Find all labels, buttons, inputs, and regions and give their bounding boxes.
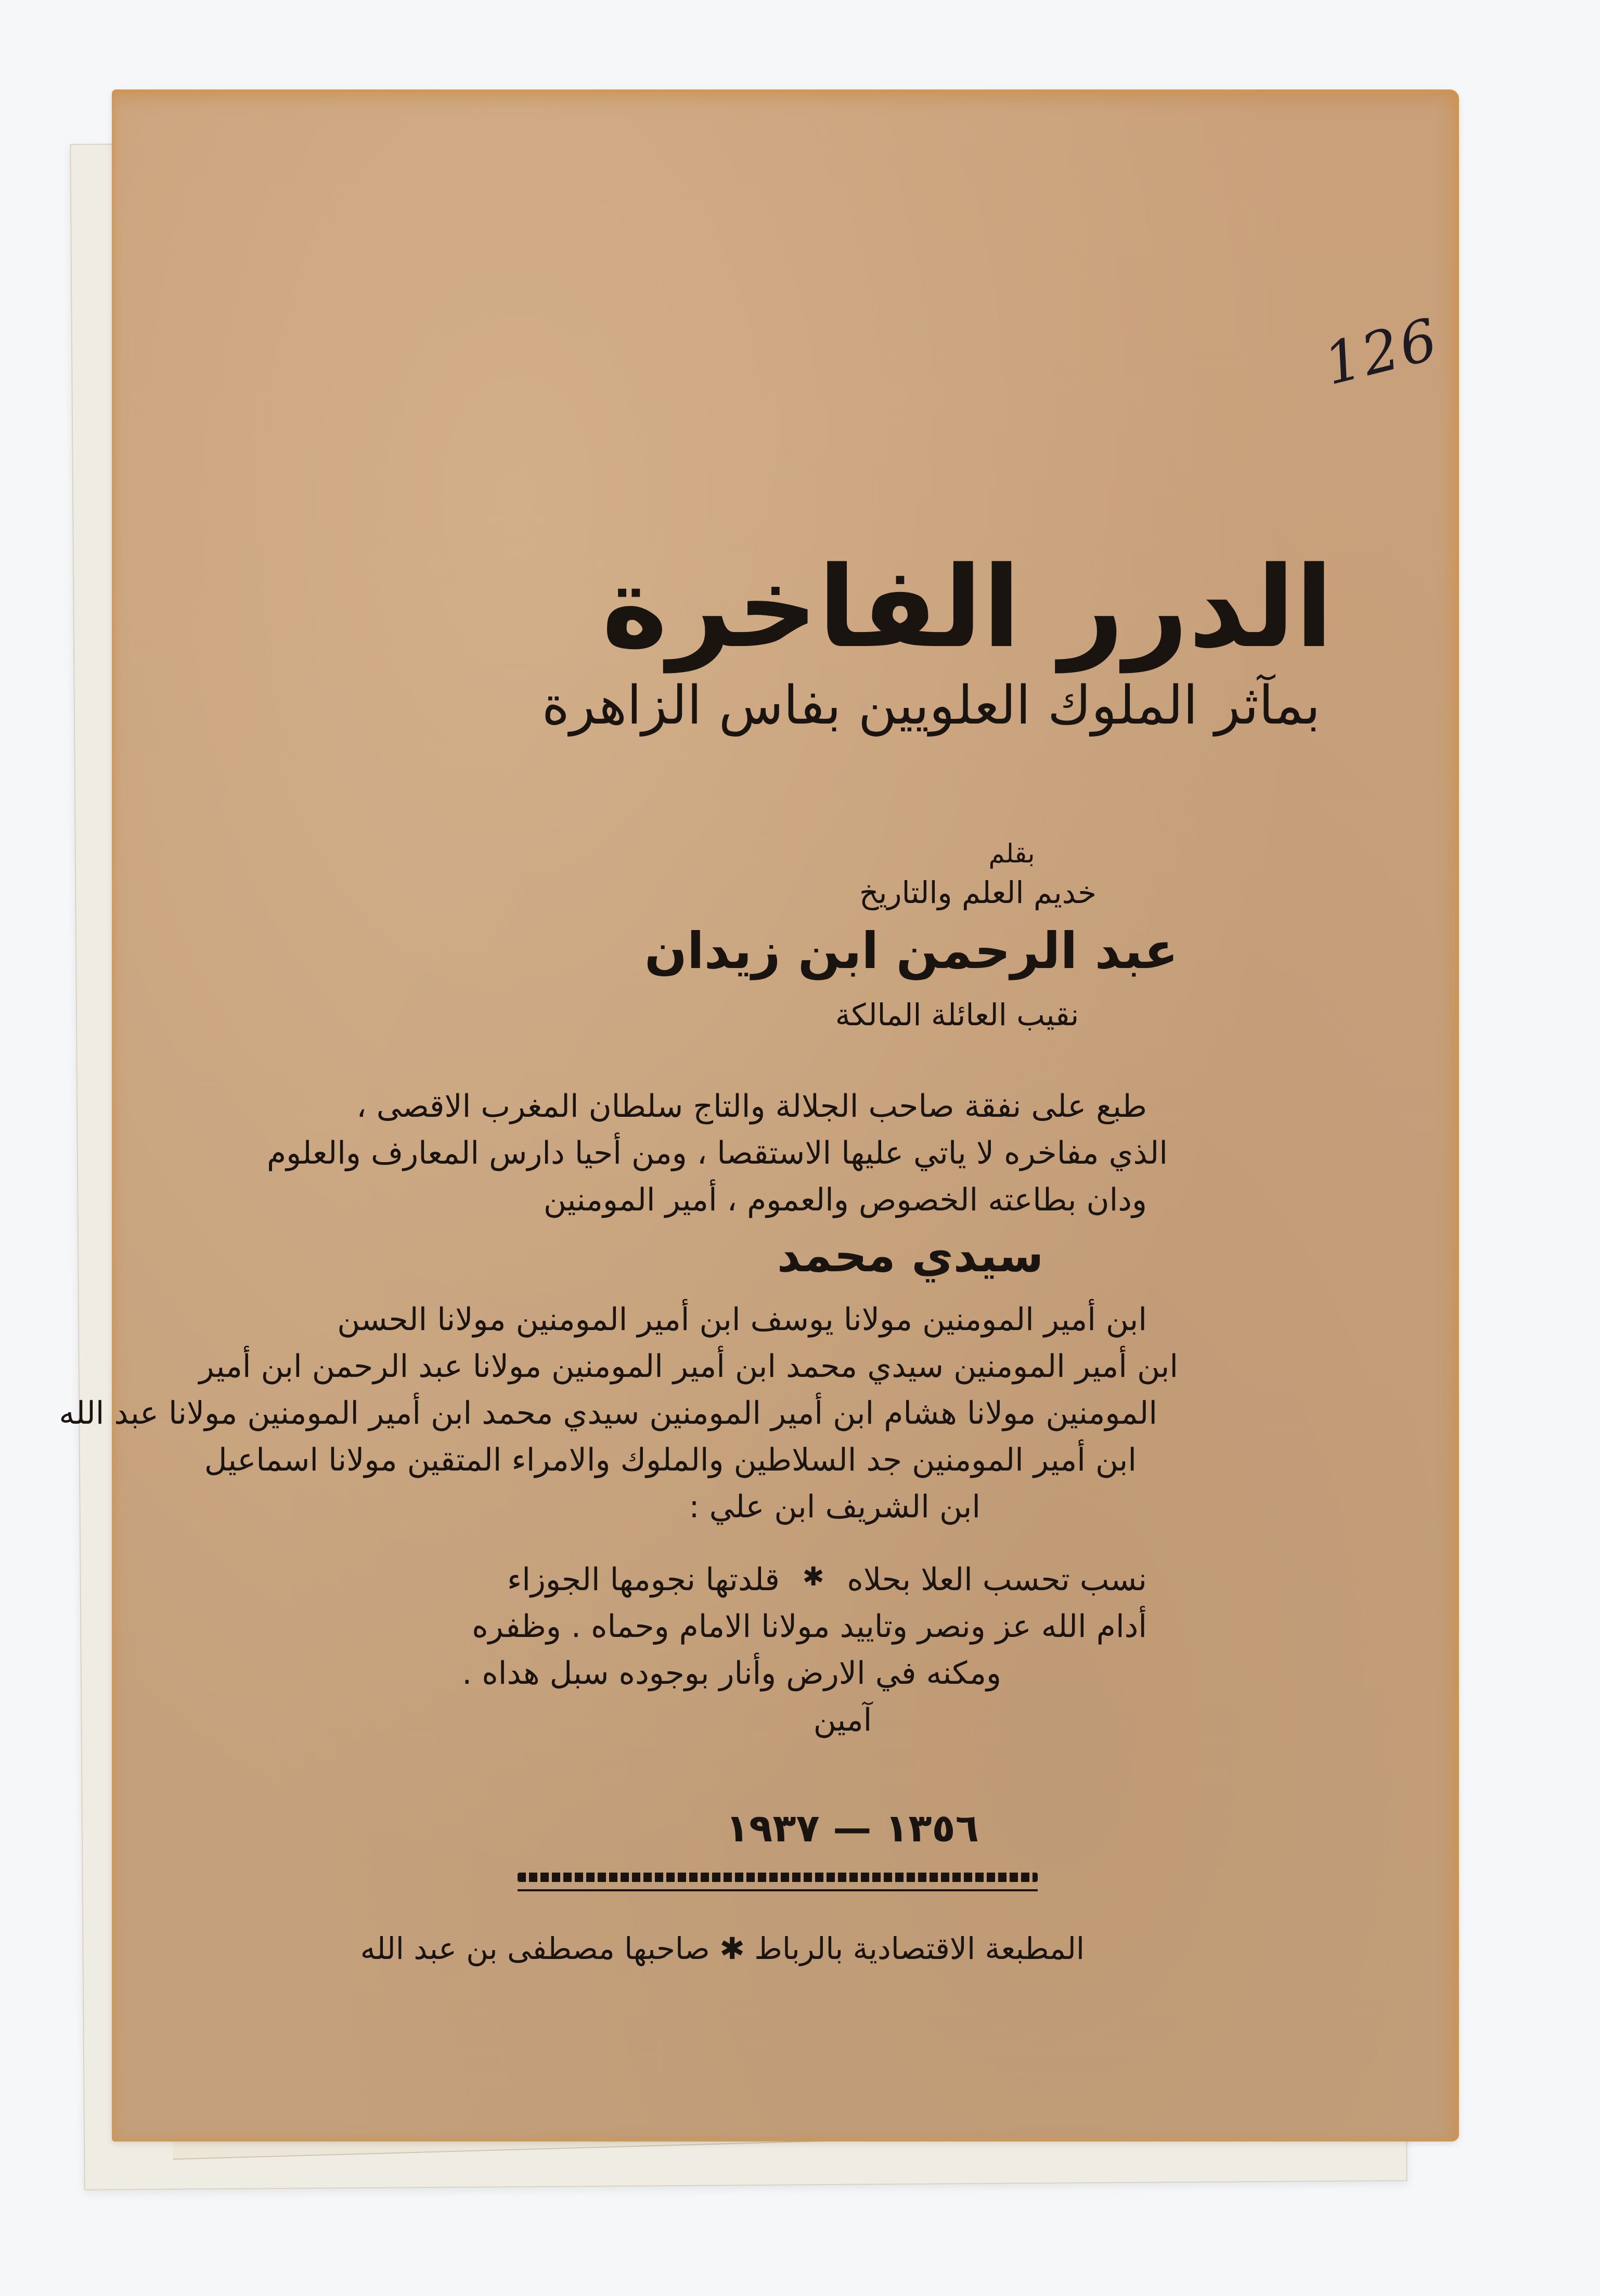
asterisk-icon: ✱ — [802, 1562, 824, 1592]
by-pen-label: بقلم — [988, 839, 1035, 869]
patronage-line-3: ودان بطاعته الخصوص والعموم ، أمير المومنين — [543, 1182, 1147, 1218]
sultan-name: سيدي محمد — [777, 1229, 1044, 1282]
author-name: عبد الرحمن ابن زيدان — [644, 922, 1178, 980]
genealogy-line-2: ابن أمير المومنين سيدي محمد ابن أمير المومنين مولانا عبد الرحمن ابن أمير — [199, 1348, 1178, 1385]
amen-line: آمين — [813, 1702, 872, 1738]
verse-second-hemistich: قلدتها نجومها الجوزاء — [507, 1562, 780, 1598]
dotted-divider — [518, 1873, 1038, 1882]
genealogy-line-4: ابن أمير المومنين جد السلاطين والملوك والامراء المتقين مولانا اسماعيل — [204, 1442, 1137, 1478]
solid-divider — [518, 1889, 1038, 1891]
book-subtitle: بمآثر الملوك العلويين بفاس الزاهرة — [541, 675, 1321, 737]
cover-content — [59, 89, 1459, 2142]
poetry-verse — [507, 1562, 1147, 1598]
verse-first-hemistich: نسب تحسب العلا بحلاه — [847, 1562, 1147, 1598]
author-title: نقيب العائلة المالكة — [835, 997, 1079, 1033]
genealogy-line-5: ابن الشريف ابن علي : — [689, 1489, 980, 1525]
genealogy-line-1: ابن أمير المومنين مولانا يوسف ابن أمير المومنين مولانا الحسن — [337, 1301, 1147, 1338]
prayer-line-2: ومكنه في الارض وأنار بوجوده سبل هداه . — [462, 1655, 1001, 1692]
handwritten-shelf-mark: 126 — [1317, 305, 1446, 398]
book-cover — [59, 89, 1459, 2142]
patronage-line-2: الذي مفاخره لا ياتي عليها الاستقصا ، ومن أحيا دارس المعارف والعلوم — [267, 1135, 1168, 1171]
publication-date: ١٣٥٦ — ١٩٣٧ — [726, 1806, 979, 1851]
book-title: الدرر الفاخرة — [601, 542, 1334, 673]
author-epithet: خديم العلم والتاريخ — [859, 875, 1097, 910]
genealogy-line-3: المومنين مولانا هشام ابن أمير المومنين سيدي محمد ابن أمير المومنين مولانا عبد الله — [59, 1395, 1157, 1431]
printer-imprint: المطبعة الاقتصادية بالرباط ✱ صاحبها مصطفى بن عبد الله — [360, 1931, 1085, 1966]
prayer-line-1: أدام الله عز ونصر وتاييد مولانا الامام وحماه . وظفره — [472, 1608, 1147, 1645]
patronage-line-1: طبع على نفقة صاحب الجلالة والتاج سلطان المغرب الاقصى ، — [356, 1088, 1147, 1125]
